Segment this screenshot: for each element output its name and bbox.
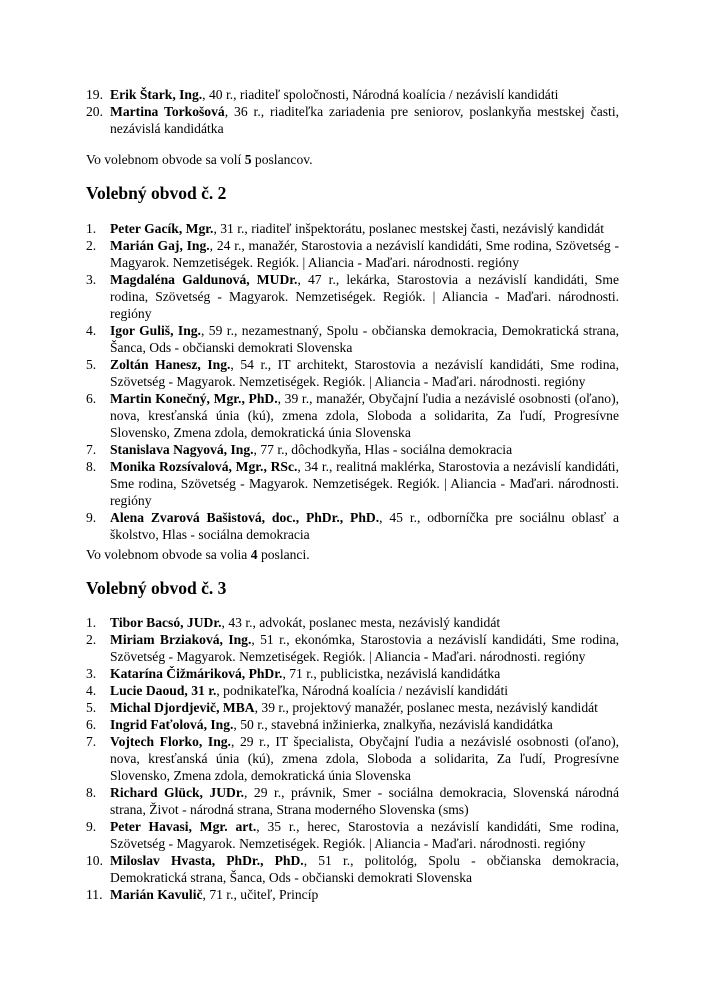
item-number: 20. [86, 104, 103, 119]
candidate-name: Erik Štark, Ing. [110, 87, 203, 102]
candidate-details: , 51 r., ekonómka, Starostovia a nezávislí kandidáti, Sme rodina, Szövetség - Magyarok. Nemzetiségek. Regiók. | Aliancia - Maďari. národnosti. regióny [110, 632, 619, 664]
list-item [0, 220, 707, 237]
candidate-name: Magdaléna Galdunová, MUDr. [110, 272, 298, 287]
list-item [0, 103, 707, 137]
candidate-name: Richard Glück, JUDr. [110, 785, 245, 800]
list-item [0, 86, 707, 103]
list-item [0, 716, 707, 733]
item-number: 2. [86, 238, 97, 253]
item-number: 5. [86, 700, 97, 715]
seats-count: 5 [244, 152, 252, 167]
list-item [0, 733, 707, 784]
candidate-name: Stanislava Nagyová, Ing. [110, 442, 254, 457]
candidate-details: , 34 r., realitná maklérka, Starostovia a nezávislí kandidáti, Sme rodina, Szövetség - Magyarok. Nemzetiségek. Regiók. | Aliancia - Maďari. národnosti. regióny [110, 459, 619, 508]
item-number: 6. [86, 717, 97, 732]
list-item [0, 390, 707, 441]
candidate-name: Vojtech Florko, Ing. [110, 734, 231, 749]
candidate-details: , 71 r., učiteľ, Princíp [202, 887, 319, 902]
item-number: 1. [86, 615, 97, 630]
seats-note-prefix: Vo volebnom obvode sa volí [86, 152, 245, 167]
candidate-list [0, 220, 707, 543]
seats-note-suffix: poslanci. [257, 547, 310, 562]
candidate-details: , 45 r., odborníčka pre sociálnu oblasť a školstvo, Hlas - sociálna demokracia [110, 510, 619, 542]
item-number: 4. [86, 683, 97, 698]
candidate-name: Alena Zvarová Bašistová, doc., PhDr., PhD. [110, 510, 380, 525]
district-3-candidates [0, 614, 707, 903]
seats-note-prefix: Vo volebnom obvode sa volia [86, 547, 251, 562]
candidate-name: Miloslav Hvasta, PhDr., PhD. [110, 853, 304, 868]
list-item [0, 886, 707, 903]
candidate-details: , 39 r., projektový manažér, poslanec mesta, nezávislý kandidát [254, 700, 598, 715]
item-number: 4. [86, 323, 97, 338]
candidate-name: Martina Torkošová [110, 104, 225, 119]
candidate-name: Lucie Daoud, 31 r. [110, 683, 217, 698]
candidate-name: Tibor Bacsó, JUDr. [110, 615, 222, 630]
list-item [0, 237, 707, 271]
candidate-details: , 31 r., riaditeľ inšpektorátu, poslanec mestskej časti, nezávislý kandidát [213, 221, 605, 236]
item-number: 9. [86, 510, 97, 525]
item-number: 5. [86, 357, 97, 372]
candidate-list [0, 614, 707, 903]
list-item [0, 784, 707, 818]
list-item [0, 818, 707, 852]
candidate-details: , 29 r., IT špecialista, Obyčajní ľudia a nezávislé osobnosti (oľano), nova, kresťanská únia (kú), zmena zdola, Sloboda a solidarita, Za ľudí, Progresívne Slovensko, Zmena zdola, demokratická únia Slovenska [110, 734, 620, 783]
list-item [0, 665, 707, 682]
candidate-details: , 77 r., dôchodkyňa, Hlas - sociálna demokracia [253, 442, 513, 457]
candidate-name: Martin Konečný, Mgr., PhD. [110, 391, 278, 406]
list-item [0, 682, 707, 699]
item-number: 7. [86, 734, 97, 749]
candidate-details: , 54 r., IT architekt, Starostovia a nezávislí kandidáti, Sme rodina, Szövetség - Magyarok. Nemzetiségek. Regiók. | Aliancia - Maďari. národnosti. regióny [110, 357, 619, 389]
list-item [0, 631, 707, 665]
candidate-details: , 43 r., advokát, poslanec mesta, nezávislý kandidát [221, 615, 501, 630]
candidate-name: Katarína Čižmáriková, PhDr. [110, 666, 283, 681]
item-number: 3. [86, 272, 97, 287]
candidate-details: , 47 r., lekárka, Starostovia a nezávislí kandidáti, Sme rodina, Szövetség - Magyarok. Nemzetiségek. Regiók. | Aliancia - Maďari. národnosti. regióny [110, 272, 619, 321]
candidate-details: , 24 r., manažér, Starostovia a nezávislí kandidáti, Sme rodina, Szövetség - Magyarok. Nemzetiségek. Regiók. | Aliancia - Maďari. národnosti. regióny [110, 238, 619, 270]
candidate-details: , 35 r., herec, Starostovia a nezávislí kandidáti, Sme rodina, Szövetség - Magyarok. Nemzetiségek. Regiók. | Aliancia - Maďari. národnosti. regióny [110, 819, 619, 851]
item-number: 3. [86, 666, 97, 681]
item-number: 8. [86, 459, 97, 474]
item-number: 2. [86, 632, 97, 647]
candidate-list [0, 86, 707, 137]
candidate-name: Michal Djordjevič, MBA [110, 700, 255, 715]
item-number: 11. [86, 887, 103, 902]
seats-note-2 [86, 546, 310, 563]
item-number: 1. [86, 221, 97, 236]
candidate-details: , 50 r., stavebná inžinierka, znalkyňa, nezávislá kandidátka [233, 717, 553, 732]
candidate-details: , 40 r., riaditeľ spoločnosti, Národná koalícia / nezávislí kandidáti [202, 87, 559, 102]
candidate-name: Igor Guliš, Ing. [110, 323, 201, 338]
list-item [0, 356, 707, 390]
list-item [0, 322, 707, 356]
list-item [0, 441, 707, 458]
seats-note-suffix: poslancov. [251, 152, 313, 167]
candidate-name: Monika Rozsívalová, Mgr., RSc. [110, 459, 298, 474]
item-number: 7. [86, 442, 97, 457]
candidate-name: Miriam Brziaková, Ing. [110, 632, 252, 647]
list-item [0, 852, 707, 886]
candidate-details: , 39 r., manažér, Obyčajní ľudia a nezávislé osobnosti (oľano), nova, kresťanská únia (kú), zmena zdola, Sloboda a solidarita, Za ľudí, Progresívne Slovensko, Zmena zdola, demokratická únia Slovenska [110, 391, 619, 440]
candidate-name: Marián Gaj, Ing. [110, 238, 210, 253]
seats-note-1 [86, 151, 313, 168]
list-item [0, 509, 707, 543]
item-number: 9. [86, 819, 97, 834]
item-number: 10. [86, 853, 103, 868]
district-3-heading: Volebný obvod č. 3 [86, 578, 227, 598]
item-number: 19. [86, 87, 103, 102]
candidate-name: Peter Gacík, Mgr. [110, 221, 214, 236]
list-item [0, 271, 707, 322]
candidate-name: Ingrid Faťolová, Ing. [110, 717, 234, 732]
candidate-details: , 59 r., nezamestnaný, Spolu - občianska demokracia, Demokratická strana, Šanca, Ods - občianski demokrati Slovenska [110, 323, 620, 355]
list-item [0, 614, 707, 631]
item-number: 8. [86, 785, 97, 800]
district-2-heading: Volebný obvod č. 2 [86, 183, 227, 203]
candidate-details: , 51 r., politológ, Spolu - občianska demokracia, Demokratická strana, Šanca, Ods - občianski demokrati Slovenska [110, 853, 619, 885]
candidate-details: , 29 r., právnik, Smer - sociálna demokracia, Slovenská národná strana, Život - národná strana, Strana moderného Slovenska (sms) [110, 785, 619, 817]
candidate-name: Marián Kavulič [110, 887, 203, 902]
list-item [0, 699, 707, 716]
candidate-name: Zoltán Hanesz, Ing. [110, 357, 231, 372]
item-number: 6. [86, 391, 97, 406]
seats-count: 4 [250, 547, 258, 562]
candidate-details: , podnikateľka, Národná koalícia / nezávislí kandidáti [216, 683, 509, 698]
candidate-name: Peter Havasi, Mgr. art. [110, 819, 257, 834]
list-item [0, 458, 707, 509]
candidate-details: , 36 r., riaditeľka zariadenia pre seniorov, poslankyňa mestskej časti, nezávislá kandidátka [110, 104, 619, 136]
top-candidate-list [0, 86, 707, 137]
candidate-details: , 71 r., publicistka, nezávislá kandidátka [282, 666, 501, 681]
district-2-candidates [0, 220, 707, 543]
